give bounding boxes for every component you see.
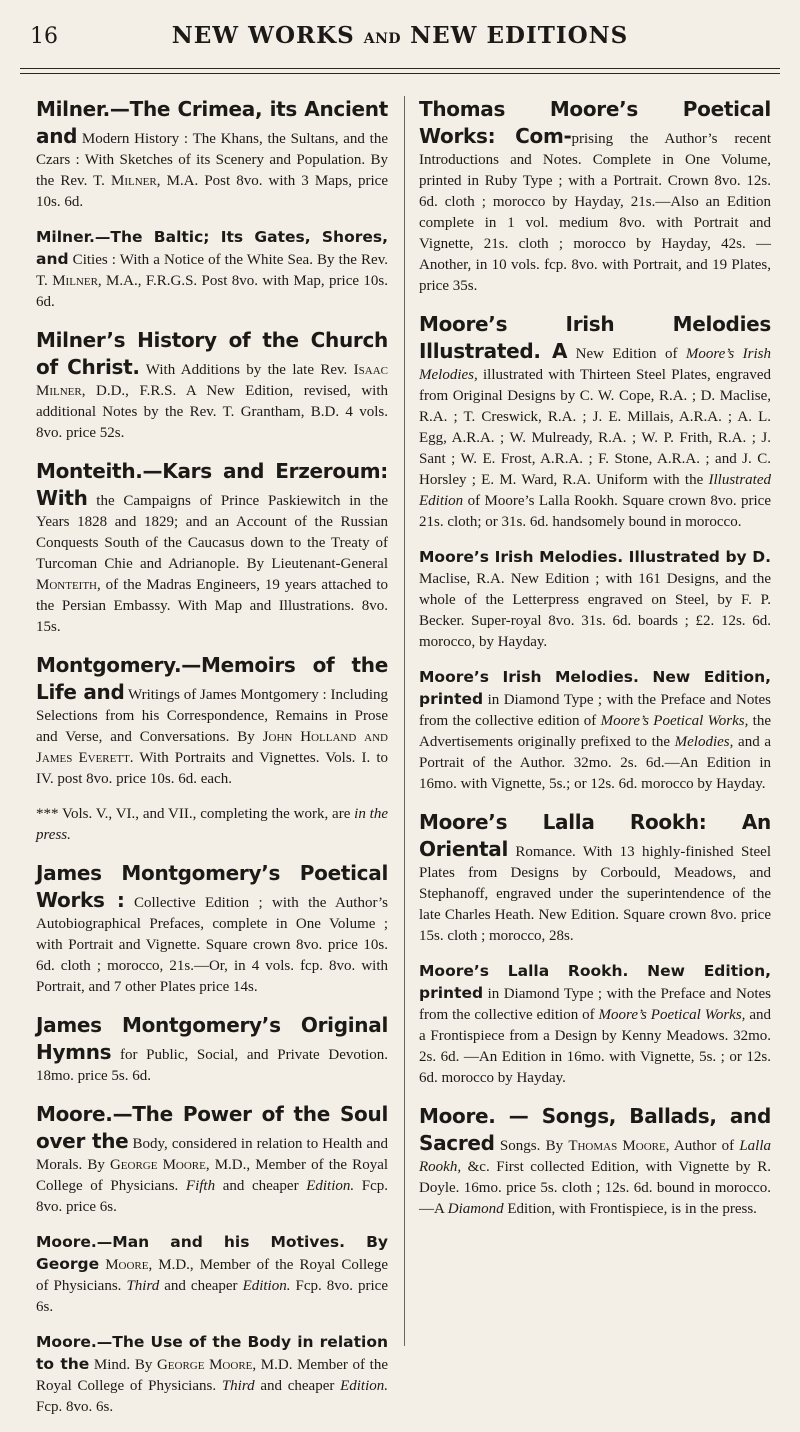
entry-heading: James Montgomery’s Poetical Works : <box>36 861 388 912</box>
entry-heading: Moore’s Irish Melodies. New Edition, printed <box>419 668 771 708</box>
running-head-and: AND <box>363 31 402 47</box>
entry-heading: Milner.—The Crimea, its Ancient and <box>36 97 388 148</box>
catalogue-entry <box>36 227 388 313</box>
page-header <box>20 16 780 80</box>
catalogue-entry <box>36 96 388 213</box>
catalogue-entry <box>36 1232 388 1318</box>
entry-author: Thomas Moore <box>568 1138 666 1154</box>
entry-italic: Illustrated Edition <box>419 472 771 509</box>
running-head <box>20 22 780 49</box>
entry-italic: in the press. <box>36 806 388 843</box>
entry-author: Milner <box>111 173 157 189</box>
entry-heading: Moore’s Lalla Rookh: An Oriental <box>419 810 771 861</box>
entry-text: and a Portrait of the Author. 32mo. 2s. 6d.—An Edition in 16mo. with Vignette, 5s.; or 12s. 6d. morocco by Hayday. <box>419 734 771 792</box>
entry-text: Fcp. 8vo. 6s. <box>36 1399 114 1415</box>
entry-heading: Moore’s Irish Melodies. Illustrated by D. <box>419 548 771 566</box>
entry-author: Isaac Milner <box>36 362 388 399</box>
entry-author: Milner <box>52 273 98 289</box>
catalogue-entry <box>36 804 388 846</box>
entry-heading: Moore’s Lalla Rookh. New Edition, printed <box>419 962 771 1002</box>
entry-text: and cheaper <box>215 1178 307 1194</box>
entry-heading: James Montgomery’s Original Hymns <box>36 1013 388 1064</box>
catalogue-entry <box>36 458 388 638</box>
entry-italic: Melodies, <box>674 734 734 750</box>
right-column <box>419 96 771 1234</box>
entry-text: and cheaper <box>254 1378 341 1394</box>
entry-text: , M.D. Member of the Royal College of Physicians. <box>36 1357 388 1394</box>
entry-heading: Monteith.—Kars and Erzeroum: With <box>36 459 388 510</box>
catalogue-entry <box>36 1012 388 1087</box>
entry-heading: Moore.—The Use of the Body in relation to the <box>36 1333 388 1373</box>
header-rule-thin <box>20 73 780 74</box>
entry-italic: Lalla Rookh, <box>419 1138 771 1175</box>
entry-heading: Thomas Moore’s Poetical Works: Com- <box>419 97 771 148</box>
entry-author: George Moore <box>109 1157 206 1173</box>
entry-text: Songs. By <box>494 1138 569 1154</box>
entry-text: . With Portraits and Vignettes. Vols. I. to IV. post 8vo. price 10s. 6d. each. <box>36 750 388 787</box>
entry-heading: Moore.—The Power of the Soul over the <box>36 1102 388 1153</box>
entry-text: Body, considered in relation to Health and Morals. By <box>36 1136 388 1173</box>
catalogue-entry <box>36 1332 388 1418</box>
entry-text: in Diamond Type ; with the Preface and Notes from the collective edition of <box>419 692 771 729</box>
catalogue-entry <box>419 961 771 1089</box>
entry-text: Mind. By <box>89 1357 157 1373</box>
entry-text: New Edition of <box>567 346 686 362</box>
running-head-part1: NEW WORKS <box>171 22 355 49</box>
entry-italic: Moore’s Poetical Works, <box>598 1007 746 1023</box>
entry-author: Monteith <box>36 577 97 593</box>
entry-italic: Moore’s Irish Melodies, <box>419 346 772 383</box>
catalogue-entry <box>36 652 388 790</box>
catalogue-entry <box>419 547 771 653</box>
entry-italic: Third <box>126 1278 160 1294</box>
entry-heading: Moore’s Irish Melodies Illustrated. A <box>419 312 771 363</box>
entry-text: , M.A., F.R.G.S. Post 8vo. with Map, price 10s. 6d. <box>36 273 388 310</box>
entry-text: Fcp. 8vo. price 6s. <box>36 1178 388 1215</box>
entry-author: Moore <box>105 1257 149 1273</box>
entry-text: , M.A. Post 8vo. with 3 Maps, price 10s. 6d. <box>36 173 388 210</box>
catalogue-entry <box>36 327 388 444</box>
entry-italic: Edition. <box>340 1378 388 1394</box>
entry-text: , D.D., F.R.S. A New Edition, revised, with additional Notes by the Rev. T. Grantham, B.D. 4 vols. 8vo. price 52s. <box>36 383 388 441</box>
entry-text: Modern History : The Khans, the Sultans, and the Czars : With Sketches of its Scenery and Population. By the Rev. T. <box>36 131 388 189</box>
entry-author: John Holland and James Everett <box>36 729 389 766</box>
entry-text: With Additions by the late Rev. <box>139 362 354 378</box>
column-divider <box>404 96 405 1346</box>
entry-heading: Moore. — Songs, Ballads, and Sacred <box>419 1104 771 1155</box>
entry-italic: Edition. <box>242 1278 291 1294</box>
entry-heading: Milner.—The Baltic; Its Gates, Shores, and <box>36 228 388 268</box>
entry-text: , M.D., Member of the Royal College of Physicians. <box>36 1257 389 1294</box>
entry-text: in Diamond Type ; with the Preface and Notes from the collective edition of <box>419 986 771 1023</box>
entry-text: Romance. With 13 highly-finished Steel Plates from Designs by Corbould, Meadows, and Stephanoff, engraved under the superintendence of the late Charles Heath. New Edition. Square crown 8vo. price 15s. cloth ; morocco, 28s. <box>419 844 771 944</box>
entry-text: Fcp. 8vo. price 6s. <box>36 1278 388 1315</box>
entry-text: prising the Author’s recent Introductions and Notes. Complete in One Volume, printed in Ruby Type ; with a Portrait. Crown 8vo. 12s. 6d. cloth ; morocco by Hayday, 21s.—Also an Edition complete in 1 vol. medium 8vo. with Portrait and Vignette, 21s. cloth ; morocco by Hayday, 42s. —Another, in 10 vols. fcp. 8vo. with Portrait, and 19 Plates, price 35s. <box>419 131 771 294</box>
entry-text: , Author of <box>665 1138 740 1154</box>
left-column <box>36 96 388 1432</box>
catalogue-entry <box>36 1101 388 1218</box>
entry-text: of Moore’s Lalla Rookh. Square crown 8vo. price 21s. cloth; or 31s. 6d. handsomely bound in morocco. <box>419 493 771 530</box>
entry-text: , of the Madras Engineers, 19 years attached to the Persian Embassy. With Map and Illustrations. 8vo. 15s. <box>36 577 388 635</box>
entry-text: and a Frontispiece from a Design by Kenny Meadows. 32mo. 2s. 6d. —An Edition in 16mo. with Vignette, 5s. ; or 12s. 6d. morocco by Hayday. <box>419 1007 771 1086</box>
entry-author: George Moore <box>156 1357 253 1373</box>
entry-text: Maclise, R.A. New Edition ; with 161 Designs, and the whole of the Letterpress engraved on Steel, by F. P. Becker. Super-royal 8vo. 31s. 6d. boards ; £2. 12s. 6d. morocco, by Hayday. <box>419 571 771 650</box>
catalogue-entry <box>419 1103 771 1220</box>
entry-text: *** Vols. V., VI., and VII., completing the work, are <box>36 806 355 822</box>
running-head-part2: NEW EDITIONS <box>410 22 629 49</box>
entry-text: the Advertisements originally prefixed to the <box>419 713 772 750</box>
entry-heading: Moore.—Man and his Motives. By George <box>36 1233 388 1273</box>
catalogue-entry <box>419 311 771 533</box>
entry-italic: Fifth <box>185 1178 216 1194</box>
entry-italic: Third <box>221 1378 255 1394</box>
entry-italic: Diamond <box>447 1201 504 1217</box>
catalogue-entry <box>419 809 771 947</box>
entry-text: , M.D., Member of the Royal College of Physicians. <box>36 1157 389 1194</box>
entry-text: &c. First collected Edition, with Vignette by R. Doyle. 16mo. price 5s. cloth ; 12s. 6d. bound in morocco.—A <box>419 1159 771 1217</box>
entry-text: Edition, with Frontispiece, is in the press. <box>503 1201 757 1217</box>
entry-heading: Montgomery.—Memoirs of the Life and <box>36 653 388 704</box>
page-number: 16 <box>30 24 58 49</box>
entry-italic: Edition. <box>306 1178 355 1194</box>
entry-heading: Milner’s History of the Church of Christ. <box>36 328 388 379</box>
entry-text: Writings of James Montgomery : Including Selections from his Correspondence, Remains in Prose and Verse, and Conversations. By <box>36 687 388 745</box>
header-rule-thick <box>20 68 780 69</box>
entry-text: the Campaigns of Prince Paskiewitch in the Years 1828 and 1829; and an Account of the Russian Conquests South of the Caucasus down to the Treaty of Turcoman Chie and Adrianople. By Lieutenant-General <box>36 493 388 572</box>
catalogue-entry <box>419 96 771 297</box>
entry-text: illustrated with Thirteen Steel Plates, engraved from Original Designs by C. W. Cope, R.A. ; D. Maclise, R.A. ; T. Creswick, R.A. ; J. E. Millais, A.R.A. ; A. L. Egg, A.R.A. ; W. Mulready, R.A. ; W. P. Frith, R.A. ; J. Sant ; W. E. Frost, A.R.A. ; F. Stone, A.R.A. ; and J. C. Horsley ; E. M. Ward, R.A. Uniform with the <box>419 367 771 488</box>
entry-text: for Public, Social, and Private Devotion. 18mo. price 5s. 6d. <box>36 1047 388 1084</box>
entry-text: Collective Edition ; with the Author’s Autobiographical Prefaces, complete in One Volume ; with Portrait and Vignette. Square crown 8vo. price 10s. 6d. cloth ; morocco, 21s.—Or, in 4 vols. fcp. 8vo. with Portrait, and 7 other Plates price 14s. <box>36 895 388 995</box>
entry-text: and cheaper <box>159 1278 243 1294</box>
entry-italic: Moore’s Poetical Works, <box>600 713 749 729</box>
catalogue-entry <box>36 860 388 998</box>
catalogue-entry <box>419 667 771 795</box>
entry-text: Cities : With a Notice of the White Sea. By the Rev. T. <box>36 252 388 289</box>
